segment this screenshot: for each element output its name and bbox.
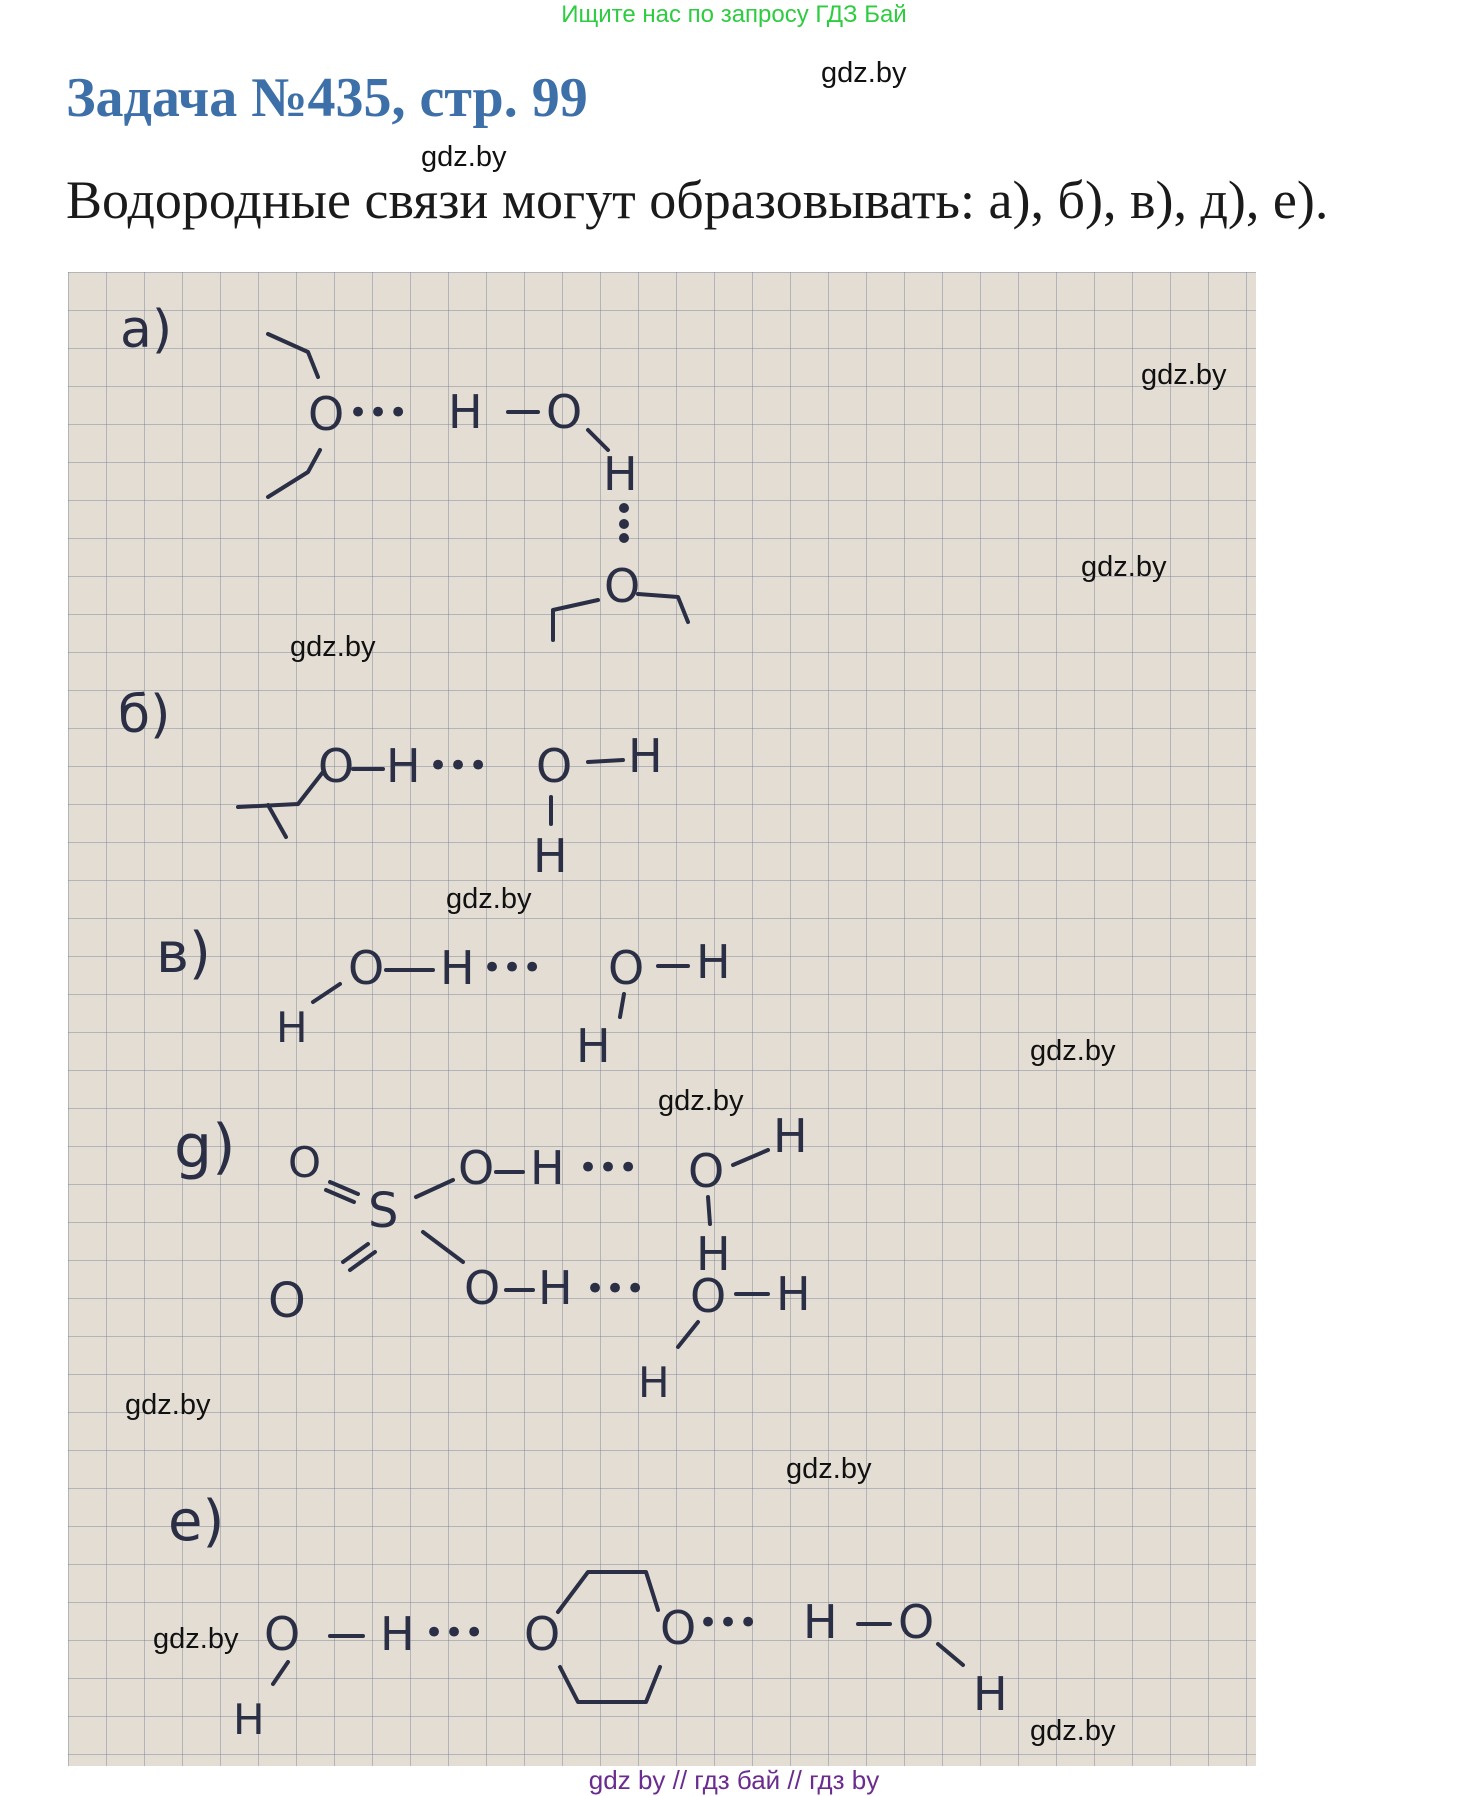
atom-hydrogen: H: [276, 1003, 308, 1052]
bond-line: [733, 1150, 768, 1165]
atom-oxygen: O: [536, 739, 573, 793]
atom-oxygen: O: [288, 1138, 322, 1187]
atom-oxygen: O: [604, 559, 641, 613]
hbond-dot: [621, 521, 627, 527]
watermark: gdz.by: [290, 631, 376, 663]
watermark: gdz.by: [446, 883, 532, 915]
bond-line: [313, 984, 340, 1002]
hbond-dot: [621, 535, 627, 541]
bond-line: [620, 994, 624, 1017]
atom-oxygen: O: [660, 1601, 697, 1655]
label-e: е): [168, 1489, 225, 1554]
atom-sulfur: S: [368, 1183, 399, 1239]
hydrogen-bond-dots: •••: [348, 393, 409, 433]
label-d: g): [174, 1112, 236, 1182]
atom-hydrogen: H: [533, 829, 568, 883]
bond-line: [553, 600, 598, 640]
bond-line: [938, 1644, 963, 1665]
atom-hydrogen: H: [440, 941, 475, 995]
atom-hydrogen: H: [538, 1261, 573, 1315]
atom-hydrogen: H: [973, 1667, 1008, 1721]
atom-oxygen: O: [318, 739, 355, 793]
atom-hydrogen: H: [773, 1109, 808, 1163]
watermark: gdz.by: [421, 141, 507, 173]
bond-line: [423, 1232, 463, 1262]
atom-hydrogen: H: [448, 385, 483, 439]
atom-hydrogen: H: [233, 1695, 265, 1744]
answer-text: Водородные связи могут образовывать: а), б), в), д), е).: [66, 170, 1329, 230]
atom-hydrogen: H: [696, 1227, 731, 1281]
atom-oxygen: O: [464, 1261, 501, 1315]
atom-oxygen: O: [690, 1269, 727, 1323]
top-banner[interactable]: Ищите нас по запросу ГДЗ Бай: [561, 1, 907, 28]
atom-oxygen: O: [458, 1141, 495, 1195]
atom-oxygen: O: [348, 941, 385, 995]
handwriting-drawing: [68, 272, 1256, 1766]
handwritten-solution-photo: [68, 272, 1256, 1766]
atom-oxygen: O: [308, 387, 345, 441]
bond-line: [588, 760, 623, 762]
bond-line: [708, 1197, 710, 1224]
watermark: gdz.by: [1141, 359, 1227, 391]
watermark: gdz.by: [1030, 1035, 1116, 1067]
atom-oxygen: O: [524, 1607, 561, 1661]
atom-oxygen: O: [264, 1607, 301, 1661]
atom-hydrogen: H: [696, 935, 731, 989]
atom-hydrogen: H: [628, 729, 663, 783]
hydrogen-bond-dots: •••: [585, 1269, 646, 1309]
hydrogen-bond-dots: •••: [482, 948, 543, 988]
bond-line: [268, 450, 320, 497]
atom-hydrogen: H: [380, 1607, 415, 1661]
bond-line: [416, 1180, 453, 1197]
double-bond: [326, 1182, 358, 1202]
atom-hydrogen: H: [530, 1141, 565, 1195]
atom-hydrogen: H: [776, 1267, 811, 1321]
hydrogen-bond-dots: •••: [428, 746, 489, 786]
watermark: gdz.by: [821, 57, 907, 89]
atom-hydrogen: H: [638, 1358, 670, 1407]
watermark: gdz.by: [125, 1389, 211, 1421]
bond-line: [638, 594, 688, 622]
ring-bond: [560, 1667, 660, 1702]
hydrogen-bond-dots: •••: [424, 1613, 485, 1653]
watermark: gdz.by: [786, 1453, 872, 1485]
atom-hydrogen: H: [386, 739, 421, 793]
watermark: gdz.by: [1081, 551, 1167, 583]
watermark: gdz.by: [658, 1085, 744, 1117]
atom-oxygen: O: [898, 1595, 935, 1649]
bond-line: [268, 334, 318, 377]
atom-oxygen: O: [608, 941, 645, 995]
watermark: gdz.by: [1030, 1715, 1116, 1747]
atom-oxygen: O: [688, 1144, 725, 1198]
ring-bond: [558, 1572, 658, 1612]
hydrogen-bond-dots: •••: [578, 1148, 639, 1188]
hbond-dot: [621, 505, 627, 511]
atom-oxygen: O: [546, 385, 583, 439]
hydrogen-bond-dots: •••: [698, 1603, 759, 1643]
label-a: а): [120, 300, 173, 360]
footer-links[interactable]: gdz by // гдз бай // гдз by: [588, 1765, 880, 1795]
atom-hydrogen: H: [576, 1019, 611, 1073]
double-bond: [343, 1244, 375, 1270]
bond-line: [238, 772, 323, 837]
atom-oxygen: O: [268, 1273, 306, 1329]
page-title: Задача №435, стр. 99: [66, 67, 588, 129]
label-b: б): [118, 685, 171, 745]
label-v: в): [156, 921, 211, 986]
bond-line: [273, 1662, 288, 1684]
atom-hydrogen: H: [803, 1595, 838, 1649]
atom-hydrogen: H: [603, 447, 638, 501]
watermark: gdz.by: [153, 1623, 239, 1655]
bond-line: [678, 1322, 698, 1347]
